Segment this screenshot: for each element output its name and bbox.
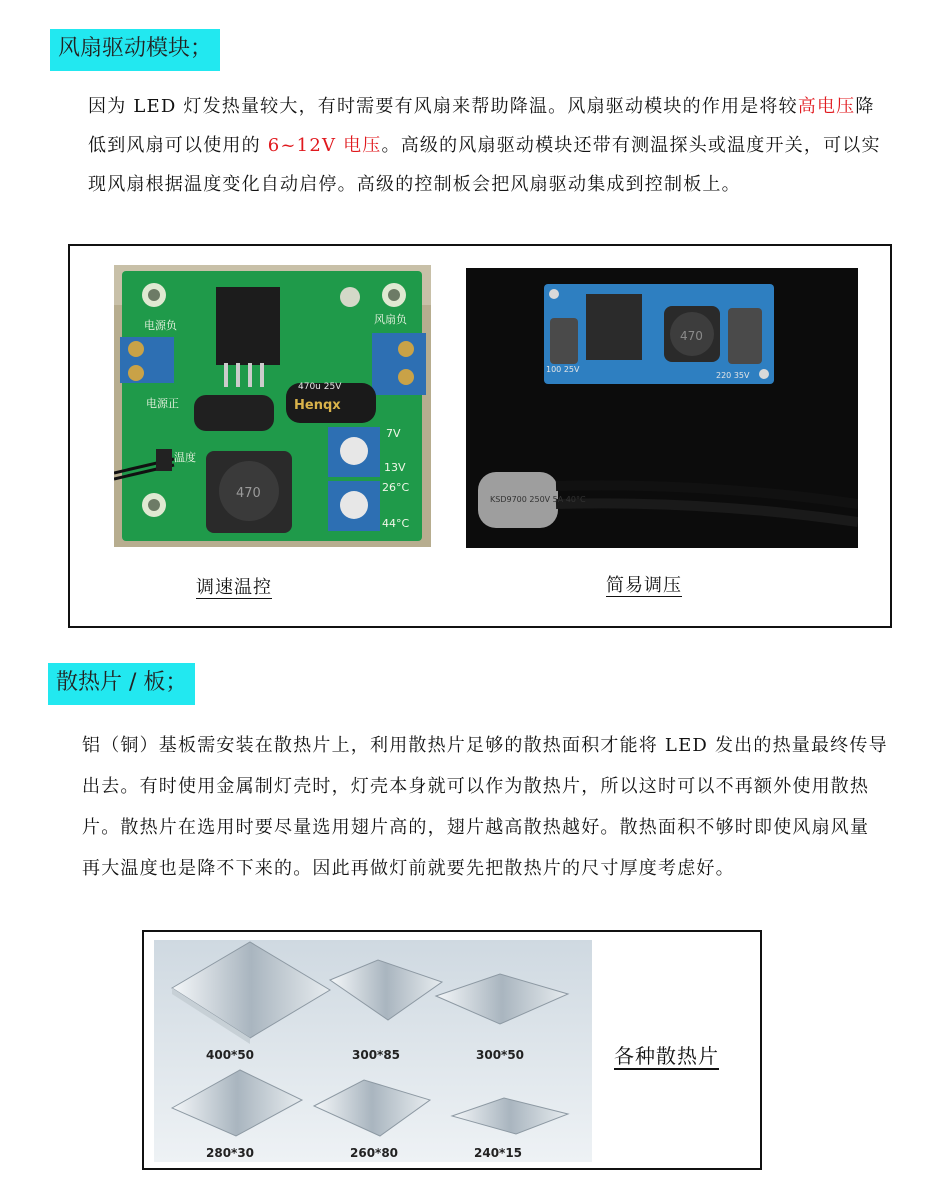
temperature-switch-label: KSD9700 250V 5A 40°C xyxy=(490,495,586,504)
caption-speed-temp-control: 调速温控 xyxy=(196,577,272,598)
label-inductor-470: 470 xyxy=(236,486,261,501)
heatsink-paragraph: 铝（铜）基板需安装在散热片上，利用散热片足够的散热面积才能将 LED 发出的热量最终传导出去。有时使用金属制灯壳时，灯壳本身就可以作为散热片，所以这时可以不再额外使用散热片。散热片在选用时要尽量选用翅片高的，翅片越高散热越好。散热面积不够时即使风扇风量再大温度也是降不下来的。因此再做灯前就要先把散热片的尺寸厚度考虑好。 xyxy=(82,735,888,879)
module-label-inductor: 470 xyxy=(680,329,703,343)
label-26c: 26°C xyxy=(382,481,410,494)
heatsink-label-300x50: 300*50 xyxy=(476,1048,525,1062)
heatsink-label-300x85: 300*85 xyxy=(352,1048,401,1062)
heatsink-label-240x15: 240*15 xyxy=(474,1146,523,1160)
heatsink-label-280x30: 280*30 xyxy=(206,1146,255,1160)
label-capacitor-brand: Henqx xyxy=(294,398,341,413)
label-13v: 13V xyxy=(384,461,406,474)
simple-voltage-regulator-photo xyxy=(466,268,858,548)
label-44c: 44°C xyxy=(382,517,410,530)
heatsink-label-400x50: 400*50 xyxy=(206,1048,255,1062)
caption-various-heatsinks: 各种散热片 xyxy=(614,1044,719,1068)
section-heading-fan-driver: 风扇驱动模块； xyxy=(50,29,220,71)
para-text-2: 降低到风扇可以使用的 xyxy=(88,96,875,156)
fan-driver-paragraph xyxy=(88,87,888,204)
caption-simple-voltage-regulator: 简易调压 xyxy=(606,575,682,596)
label-power-positive: 电源正 xyxy=(146,397,179,410)
para-text-3: 。高级的风扇驱动模块还带有测温探头或温度开关，可以实现风扇根据温度变化自动启停。高级的控制板会把风扇驱动集成到控制板上。 xyxy=(88,135,881,195)
label-power-negative: 电源负 xyxy=(144,319,177,332)
module-label-cap-right: 220 35V xyxy=(716,371,750,380)
speed-temp-control-board-photo xyxy=(114,265,431,547)
label-capacitor-spec: 470u 25V xyxy=(298,382,342,392)
heatsink-label-260x80: 260*80 xyxy=(350,1146,399,1160)
heatsink-variety-photo xyxy=(154,940,592,1162)
label-fan-negative: 风扇负 xyxy=(374,313,407,326)
label-temperature: 温度 xyxy=(174,451,196,464)
section-heading-heatsink: 散热片 / 板； xyxy=(48,663,195,705)
highlight-high-voltage: 高电压 xyxy=(797,96,856,117)
highlight-voltage-range: 6~12V 电压 xyxy=(267,135,382,156)
label-7v: 7V xyxy=(386,427,401,440)
para-text-1: 因为 LED 灯发热量较大，有时需要有风扇来帮助降温。风扇驱动模块的作用是将较 xyxy=(88,96,798,117)
module-label-cap-left: 100 25V xyxy=(546,365,580,374)
